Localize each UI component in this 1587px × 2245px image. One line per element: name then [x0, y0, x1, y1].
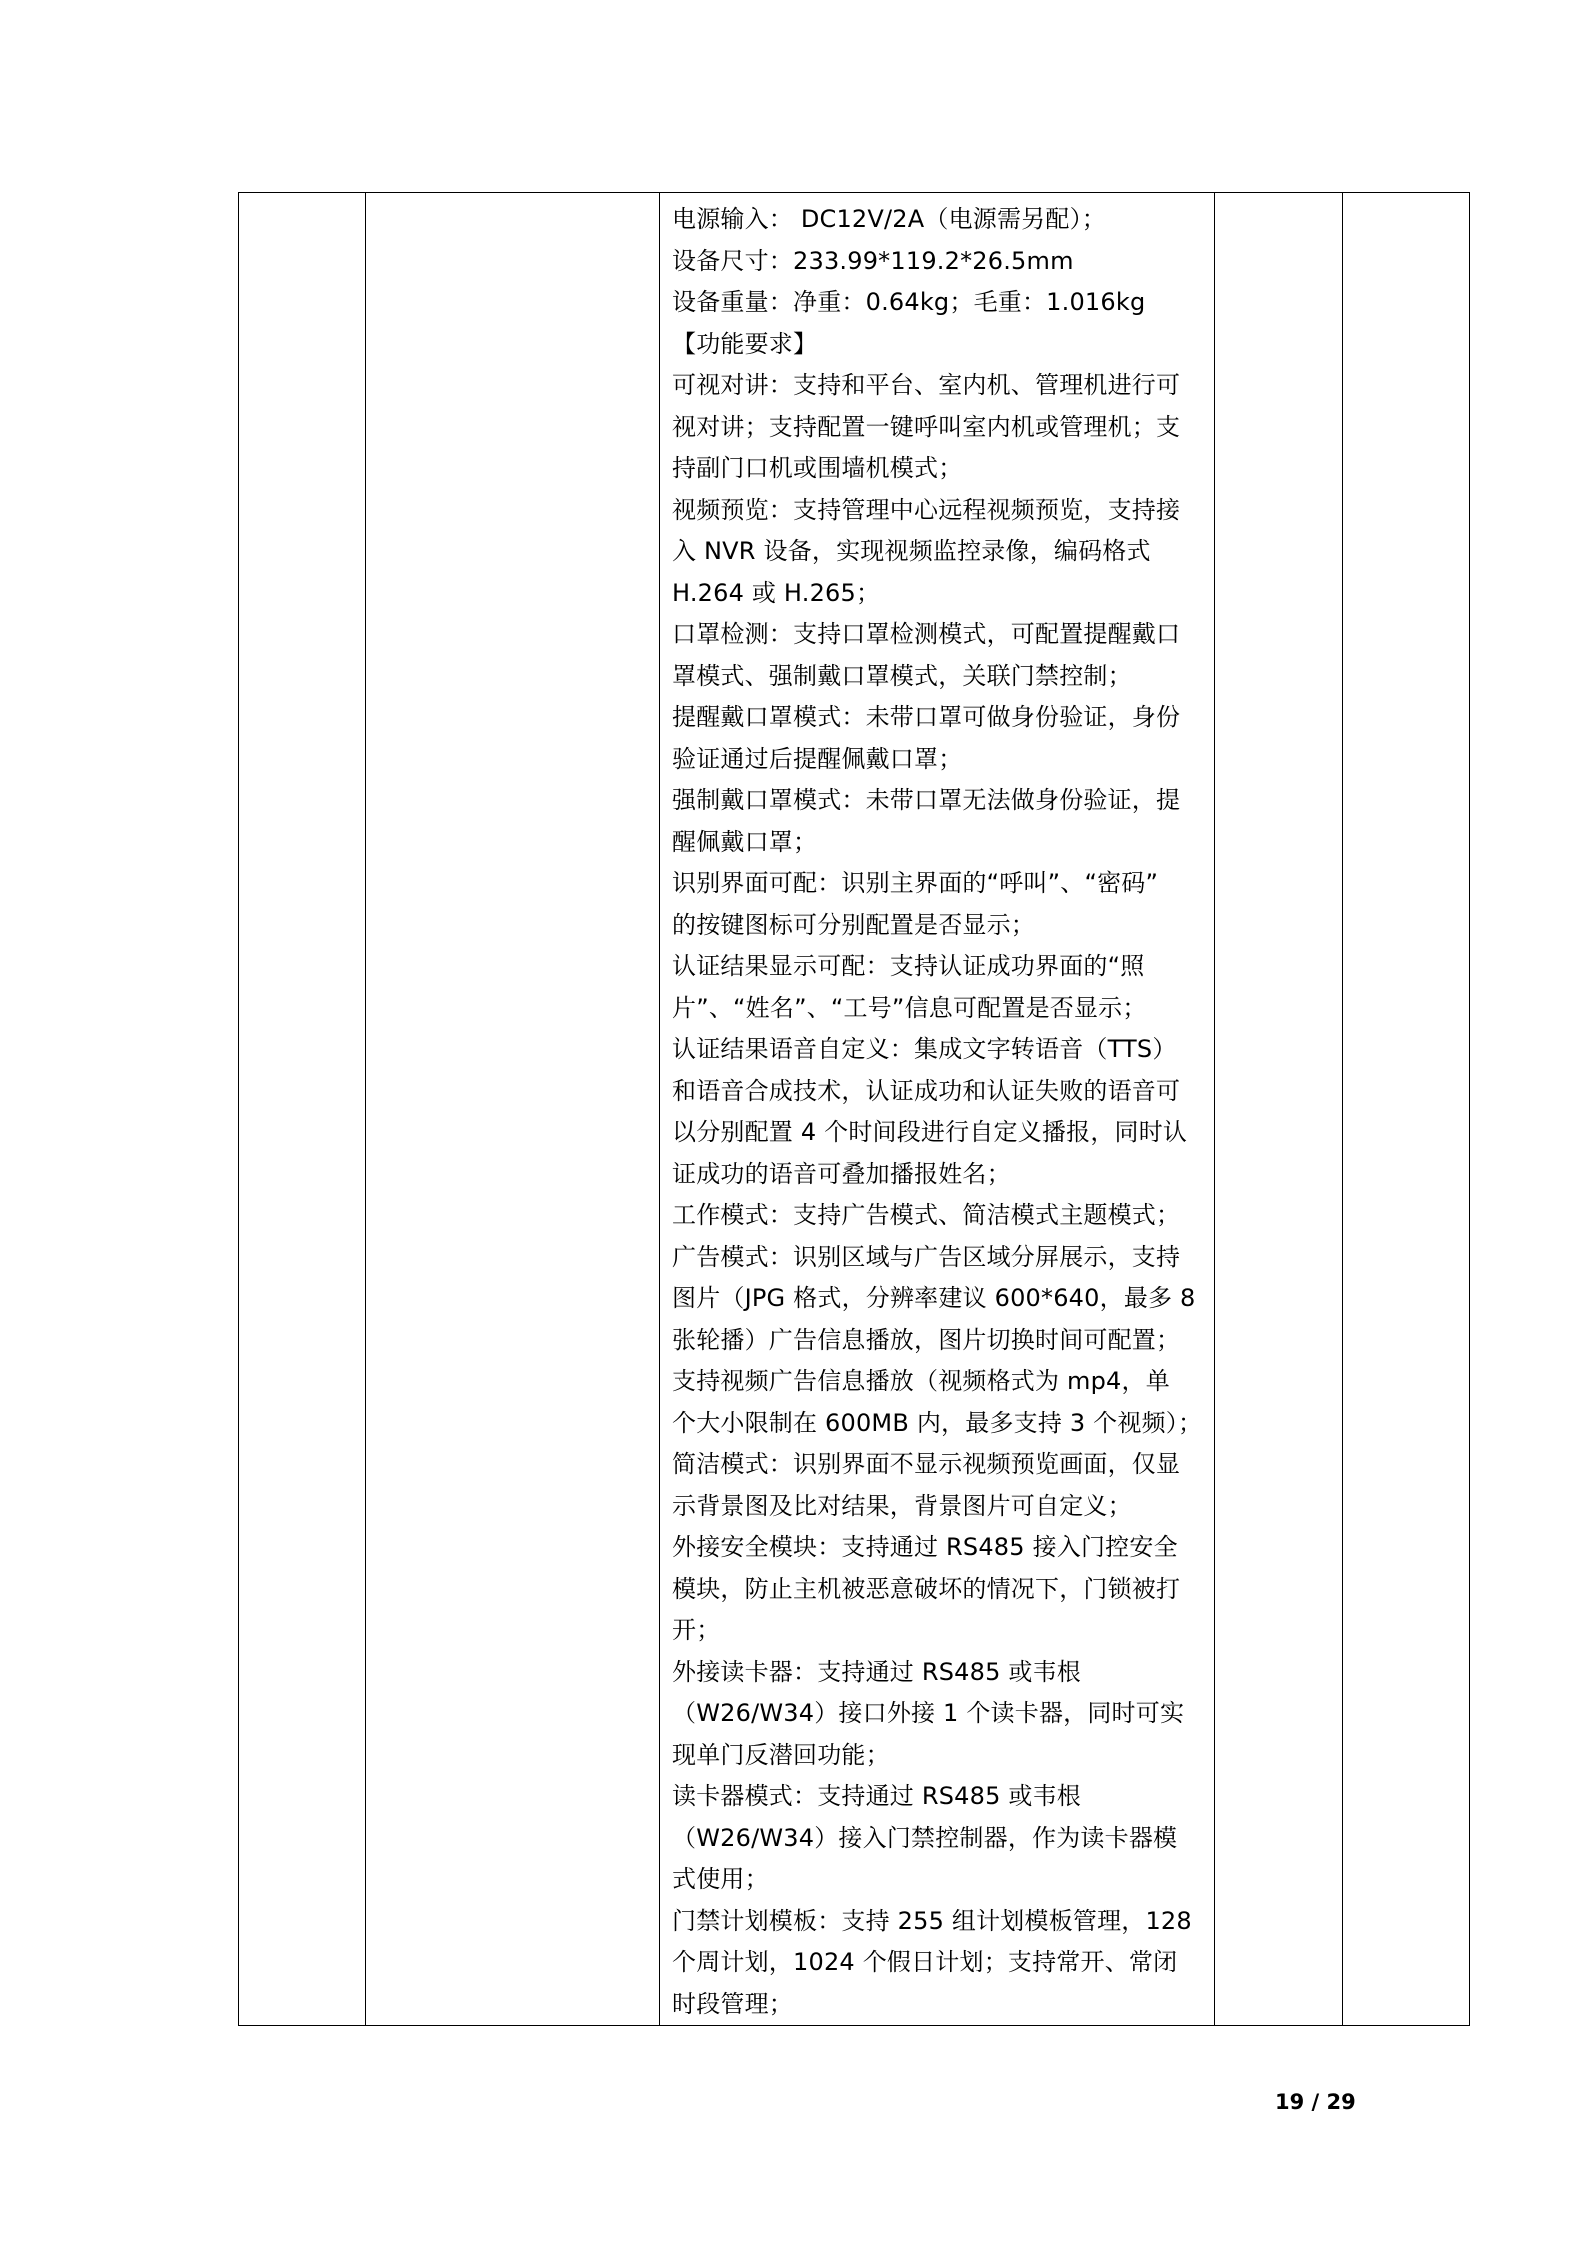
- spec-line: 证成功的语音可叠加播报姓名；: [672, 1159, 1011, 1188]
- spec-line: 读卡器模式：支持通过 RS485 或韦根: [672, 1782, 1081, 1810]
- spec-line: 外接读卡器：支持通过 RS485 或韦根: [672, 1657, 1081, 1686]
- spec-line: 认证结果显示可配：支持认证成功界面的“照: [672, 952, 1145, 980]
- spec-line: （W26/W34）接入门禁控制器，作为读卡器模: [672, 1823, 1178, 1852]
- spec-line: 图片（JPG 格式，分辨率建议 600*640，最多 8: [672, 1284, 1196, 1312]
- spec-line: 入 NVR 设备，实现视频监控录像，编码格式: [672, 537, 1151, 565]
- spec-line: 示背景图及比对结果，背景图片可自定义；: [672, 1491, 1132, 1520]
- spec-line: 醒佩戴口罩；: [672, 827, 818, 856]
- spec-line: 持副门口机或围墙机模式；: [672, 454, 963, 482]
- spec-line: 和语音合成技术，认证成功和认证失败的语音可: [672, 1076, 1181, 1105]
- remark-cell: [1343, 193, 1470, 2026]
- spec-lines: [672, 199, 1202, 2025]
- spec-line: 认证结果语音自定义：集成文字转语音（TTS）: [672, 1035, 1177, 1063]
- spec-line: 个周计划，1024 个假日计划；支持常开、常闭: [672, 1948, 1178, 1976]
- spec-line: 强制戴口罩模式：未带口罩无法做身份验证，提: [672, 786, 1181, 814]
- spec-line: 口罩检测：支持口罩检测模式，可配置提醒戴口: [672, 620, 1181, 648]
- spec-table: [238, 192, 1470, 2026]
- spec-line: 罩模式、强制戴口罩模式，关联门禁控制；: [672, 661, 1132, 690]
- spec-line: 开；: [672, 1616, 721, 1644]
- quantity-cell: [1215, 193, 1343, 2026]
- spec-line: 工作模式：支持广告模式、简洁模式主题模式；: [672, 1201, 1181, 1229]
- spec-line: 视频预览：支持管理中心远程视频预览，支持接: [672, 495, 1181, 524]
- spec-line: （W26/W34）接口外接 1 个读卡器，同时可实: [672, 1699, 1185, 1727]
- spec-line: 现单门反潜回功能；: [672, 1740, 890, 1769]
- table-row: [239, 193, 1470, 2026]
- spec-line: 简洁模式：识别界面不显示视频预览画面，仅显: [672, 1450, 1181, 1478]
- spec-line: 的按键图标可分别配置是否显示；: [672, 910, 1035, 939]
- spec-line: 电源输入： DC12V/2A（电源需另配）；: [672, 205, 1106, 233]
- spec-line: 门禁计划模板：支持 255 组计划模板管理，128: [672, 1906, 1192, 1935]
- spec-line: 验证通过后提醒佩戴口罩；: [672, 744, 963, 773]
- spec-line: 视对讲；支持配置一键呼叫室内机或管理机；支: [672, 412, 1181, 441]
- spec-line: 提醒戴口罩模式：未带口罩可做身份验证，身份: [672, 703, 1181, 731]
- spec-line: 广告模式：识别区域与广告区域分屏展示，支持: [672, 1242, 1181, 1271]
- page-number: 19 / 29: [1275, 2090, 1356, 2114]
- spec-line: 外接安全模块：支持通过 RS485 接入门控安全: [672, 1533, 1178, 1561]
- spec-line: 设备尺寸：233.99*119.2*26.5mm: [672, 246, 1074, 275]
- spec-line: 【功能要求】: [672, 329, 818, 358]
- spec-line: 片”、“姓名”、“工号”信息可配置是否显示；: [672, 993, 1147, 1022]
- spec-line: H.264 或 H.265；: [672, 578, 881, 607]
- spec-line: 模块，防止主机被恶意破坏的情况下，门锁被打: [672, 1574, 1181, 1603]
- spec-line: 设备重量：净重：0.64kg；毛重：1.016kg: [672, 288, 1146, 316]
- spec-line: 可视对讲：支持和平台、室内机、管理机进行可: [672, 371, 1181, 399]
- spec-line: 式使用；: [672, 1865, 769, 1893]
- spec-cell: [660, 193, 1215, 2026]
- spec-line: 识别界面可配：识别主界面的“呼叫”、“密码”: [672, 869, 1159, 897]
- spec-line: 以分别配置 4 个时间段进行自定义播报，同时认: [672, 1118, 1188, 1146]
- item-name-cell: [366, 193, 660, 2026]
- spec-line: 支持视频广告信息播放（视频格式为 mp4，单: [672, 1367, 1170, 1395]
- serial-cell: [239, 193, 366, 2026]
- spec-line: 个大小限制在 600MB 内，最多支持 3 个视频）；: [672, 1408, 1203, 1437]
- spec-line: 张轮播）广告信息播放，图片切换时间可配置；: [672, 1325, 1181, 1354]
- spec-line: 时段管理；: [672, 1989, 793, 2018]
